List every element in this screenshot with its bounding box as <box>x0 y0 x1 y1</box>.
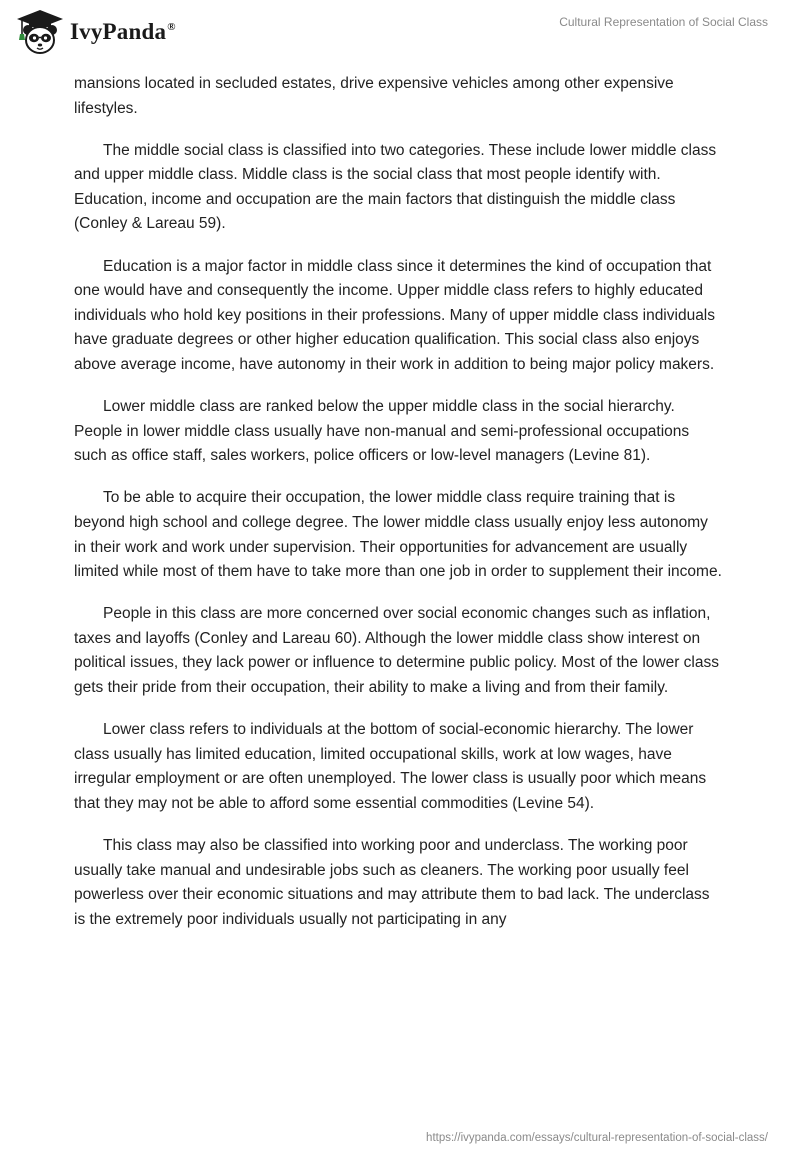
document-title: Cultural Representation of Social Class <box>559 15 768 29</box>
logo-text: IvyPanda <box>70 19 167 44</box>
paragraph-5: To be able to acquire their occupation, the lower middle class require training that is beyond high school and college degree. The lower middle class usually enjoy less autonomy in their work and work under supervision. Their opportunities for advancement are usually limited while most of them have to take more than one job in order to supplement their income. <box>74 489 722 581</box>
ivypanda-logo[interactable] <box>14 8 176 56</box>
paragraph-6: People in this class are more concerned over social economic changes such as inflation, taxes and layoffs (Conley and Lareau 60). Although the lower middle class show interest on political issues, they lack power or influence to determine public policy. Most of the lower class gets their pride from their occupation, their ability to make a living and from their family. <box>74 605 719 696</box>
paragraph-2: The middle social class is classified into two categories. These include lower middle class and upper middle class. Middle class is the social class that most people identify with. Education, income and occupation are the main factors that distinguish the middle class (Conley & Lareau 59). <box>74 141 717 233</box>
page-header <box>0 0 800 64</box>
paragraph-1: mansions located in secluded estates, drive expensive vehicles among other expensive lifestyles. <box>74 75 674 117</box>
paragraph-8: This class may also be classified into working poor and underclass. The working poor usually take manual and undesirable jobs such as cleaners. The working poor usually feel powerless over their economic situations and may attribute them to bad lack. The underclass is the extremely poor individuals usually not participating in any <box>74 836 710 928</box>
panda-graduate-icon <box>14 8 66 56</box>
registered-mark: ® <box>167 21 176 34</box>
logo-wordmark <box>70 19 176 45</box>
essay-body <box>74 72 724 950</box>
source-url-link[interactable]: https://ivypanda.com/essays/cultural-representation-of-social-class/ <box>426 1132 768 1144</box>
paragraph-4: Lower middle class are ranked below the upper middle class in the social hierarchy. People in lower middle class usually have non-manual and semi-professional occupations such as office staff, sales workers, police officers or low-level managers (Levine 81). <box>74 398 690 465</box>
paragraph-7: Lower class refers to individuals at the bottom of social-economic hierarchy. The lower class usually has limited education, limited occupational skills, work at low wages, have irregular employment or are often unemployed. The lower class is usually poor which means that they may not be able to afford some essential commodities (Levine 54). <box>74 721 707 812</box>
paragraph-3: Education is a major factor in middle class since it determines the kind of occupation that one would have and consequently the income. Upper middle class refers to highly educated individuals who hold key positions in their professions. Many of upper middle class individuals have graduate degrees or other higher education qualification. This social class also enjoys above average income, have autonomy in their work in addition to being major policy makers. <box>74 257 716 373</box>
